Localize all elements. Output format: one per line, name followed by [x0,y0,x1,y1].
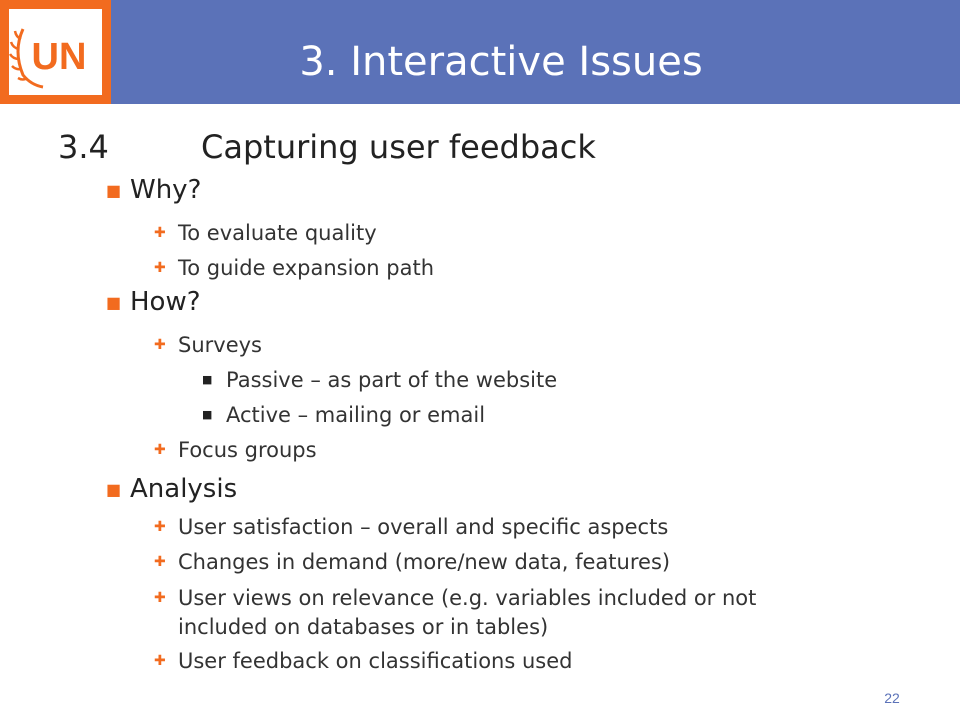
pointer-bullet-icon: ✚ [154,225,166,241]
square-bullet-icon: ■ [106,181,122,200]
bullet-analysis [106,475,237,505]
bullet-how-label: How? [130,287,201,317]
section-number: 3.4 [58,128,109,166]
bullet-why [106,176,201,206]
pointer-bullet-icon: ✚ [154,554,166,570]
list-item: ✚ Changes in demand (more/new data, features) [154,550,671,574]
section-heading [58,128,596,174]
square-bullet-icon: ■ [202,373,213,386]
list-item: ✚ User views on relevance (e.g. variables included or not [154,586,757,610]
slide-title: 3. Interactive Issues [299,39,703,85]
section-title: Capturing user feedback [201,128,596,166]
un-emblem-icon [9,9,102,95]
pointer-bullet-icon: ✚ [154,590,166,606]
pointer-bullet-icon: ✚ [154,653,166,669]
list-item: ✚ Surveys [154,333,262,357]
pointer-bullet-icon: ✚ [154,442,166,458]
pointer-bullet-icon: ✚ [154,260,166,276]
bullet-why-label: Why? [130,175,202,205]
sub-list-item: ■ Passive – as part of the website [202,368,558,392]
list-item-continuation: included on databases or in tables) [178,615,549,639]
list-item: ✚ Focus groups [154,438,317,462]
un-logo [0,0,111,104]
un-logo-frame [9,9,102,95]
bullet-how [106,288,201,318]
bullet-analysis-label: Analysis [130,474,238,504]
list-item: ✚ To guide expansion path [154,256,435,280]
pointer-bullet-icon: ✚ [154,337,166,353]
square-bullet-icon: ■ [106,293,122,312]
page-number: 22 [884,690,900,706]
sub-list-item: ■ Active – mailing or email [202,403,486,427]
list-item: ✚ User feedback on classifications used [154,649,573,673]
square-bullet-icon: ■ [106,480,122,499]
logo-text: UN [31,36,87,78]
list-item: ✚ To evaluate quality [154,221,377,245]
list-item: ✚ User satisfaction – overall and specific aspects [154,515,669,539]
pointer-bullet-icon: ✚ [154,519,166,535]
square-bullet-icon: ■ [202,408,213,421]
